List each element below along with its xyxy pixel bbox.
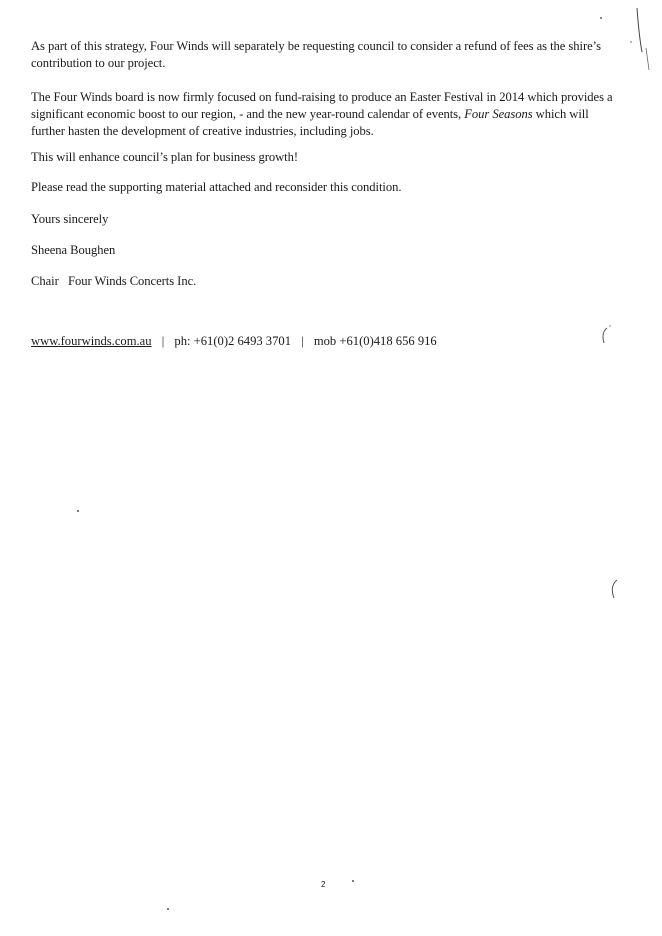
scan-speck	[352, 880, 354, 882]
scan-speck	[77, 510, 79, 512]
page-number: 2	[321, 880, 326, 889]
signatory-title: Chair Four Winds Concerts Inc.	[31, 274, 197, 288]
strategy-paragraph: As part of this strategy, Four Winds will separately be requesting council to consider a refund of fees as the shire’s contribution to our project.	[31, 39, 601, 70]
board-paragraph-text-start: The Four Winds board is now firmly focused on fund-raising to produce an Easter Festival in 2014 which provides a significant economic boost to our region, - and the new year-round calendar of events,	[31, 90, 613, 121]
phone-number: ph: +61(0)2 6493 3701	[174, 334, 291, 348]
board-paragraph-text-end: which will further hasten the development of creative industries, including jobs.	[31, 107, 589, 138]
scan-bracket-mark	[596, 322, 616, 350]
mobile-number: mob +61(0)418 656 916	[313, 334, 437, 348]
scan-bracket-mark	[606, 576, 622, 602]
contact-line	[31, 333, 437, 350]
scan-margin-mark	[626, 4, 656, 74]
scan-speck	[167, 908, 169, 910]
supporting-material-paragraph: Please read the supporting material attached and reconsider this condition.	[31, 180, 402, 194]
signatory-name: Sheena Boughen	[31, 243, 116, 257]
contact-separator: |	[161, 334, 165, 348]
contact-separator: |	[301, 334, 304, 348]
scan-speck	[600, 17, 602, 19]
four-seasons-title: Four Seasons	[464, 107, 533, 121]
business-growth-paragraph: This will enhance council’s plan for business growth!	[31, 150, 299, 164]
closing-salutation: Yours sincerely	[31, 212, 109, 226]
board-paragraph	[31, 89, 621, 140]
website-link[interactable]: www.fourwinds.com.au	[31, 334, 152, 348]
